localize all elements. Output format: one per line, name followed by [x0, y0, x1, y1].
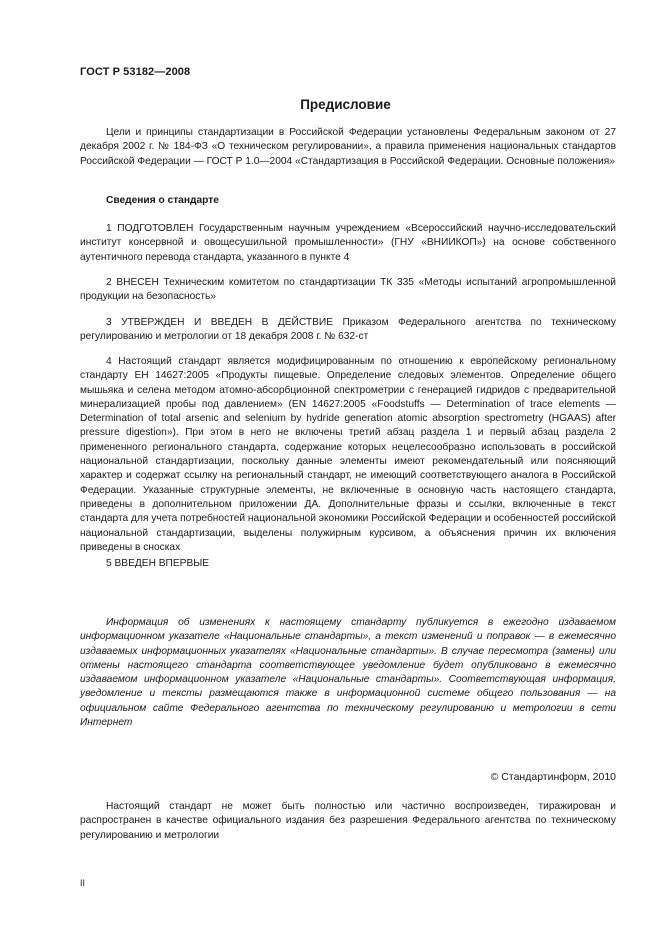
page-title: Предисловие — [300, 97, 391, 112]
copyright-line: © Стандартинформ, 2010 — [490, 771, 616, 783]
item-approved: 3 УТВЕРЖДЕН И ВВЕДЕН В ДЕЙСТВИЕ Приказом Федерального агентства по техническому регулированию и метрологии от 18 декабря 2008 г. № 632-ст — [80, 317, 616, 343]
page-number: II — [80, 878, 86, 888]
item-submitted: 2 ВНЕСЕН Техническим комитетом по стандартизации ТК 335 «Методы испытаний агропромышленной продукции на безопасность» — [80, 277, 616, 303]
item-introduced: 5 ВВЕДЕН ВПЕРВЫЕ — [106, 558, 210, 569]
change-info-paragraph: Информация об изменениях к настоящему стандарту публикуется в ежегодно издаваемом информационном указателе «Национальные стандарты», а текст изменений и поправок — в ежемесячно издаваемых информационных указателях «Национальные стандарты». В случае пересмотра (замены) или отмены настоящего стандарта соответствующее уведомление будет опубликовано в ежемесячно издаваемом информационном указателе «Национальные стандарты». Соответствующая информация, уведомление и тексты размещаются также в информационной системе общего пользования — на официальном сайте Федерального агентства по техническому регулированию и метрологии в сети Интернет — [80, 617, 616, 729]
reproduction-notice: Настоящий стандарт не может быть полностью или частично воспроизведен, тиражирован и распространен в качестве официального издания без разрешения Федерального агентства по техническому регулированию и метрологии — [80, 801, 616, 841]
document-id: ГОСТ Р 53182—2008 — [80, 66, 191, 78]
intro-paragraph: Цели и принципы стандартизации в Российской Федерации установлены Федеральным законом от 27 декабря 2002 г. № 184-ФЗ «О техническом регулировании», а правила применения национальных стандартов Российской Федерации — ГОСТ Р 1.0—2004 «Стандартизация в Российской Федерации. Основные положения» — [80, 127, 616, 167]
item-prepared: 1 ПОДГОТОВЛЕН Государственным научным учреждением «Всероссийский научно-исследовательский институт консервной и овощесушильной промышленности» (ГНУ «ВНИИКОП») на основе собственного аутентичного перевода стандарта, указанного в пункте 4 — [80, 223, 616, 263]
standard-info-heading: Сведения о стандарте — [106, 195, 219, 206]
item-modified: 4 Настоящий стандарт является модифицированным по отношению к европейскому региональному стандарту ЕН 14627:2005 «Продукты пищевые. Определение следовых элементов. Определение общего мышьяка и селена методом атомно-абсорбционной спектрометрии с генерацией гидридов с предварительной минерализацией пробы под давлением» (EN 14627:2005 «Foodstuffs — Determination of trace elements — Determination of total arsenic and selenium by hydride generation atomic absorption spectrometry (HGAAS) after pressure digestion»). При этом в него не включены третий абзац раздела 1 и первый абзац раздела 2 примененного регионального стандарта, содержание которых нецелесообразно использовать в российской национальной стандартизации, поскольку данные элементы имеют рекомендательный или поясняющий характер и содержат ссылку на региональный стандарт, не имеющий соответствующего аналога в Российской Федерации. Указанные структурные элементы, не включенные в основную часть настоящего стандарта, приведены в дополнительном приложении ДА. Дополнительные фразы и ссылки, включенные в текст стандарта для учета потребностей национальной экономики Российской Федерации и особенностей российской национальной стандартизации, выделены полужирным курсивом, а объяснения причин их включения приведены в сносках — [80, 356, 616, 553]
